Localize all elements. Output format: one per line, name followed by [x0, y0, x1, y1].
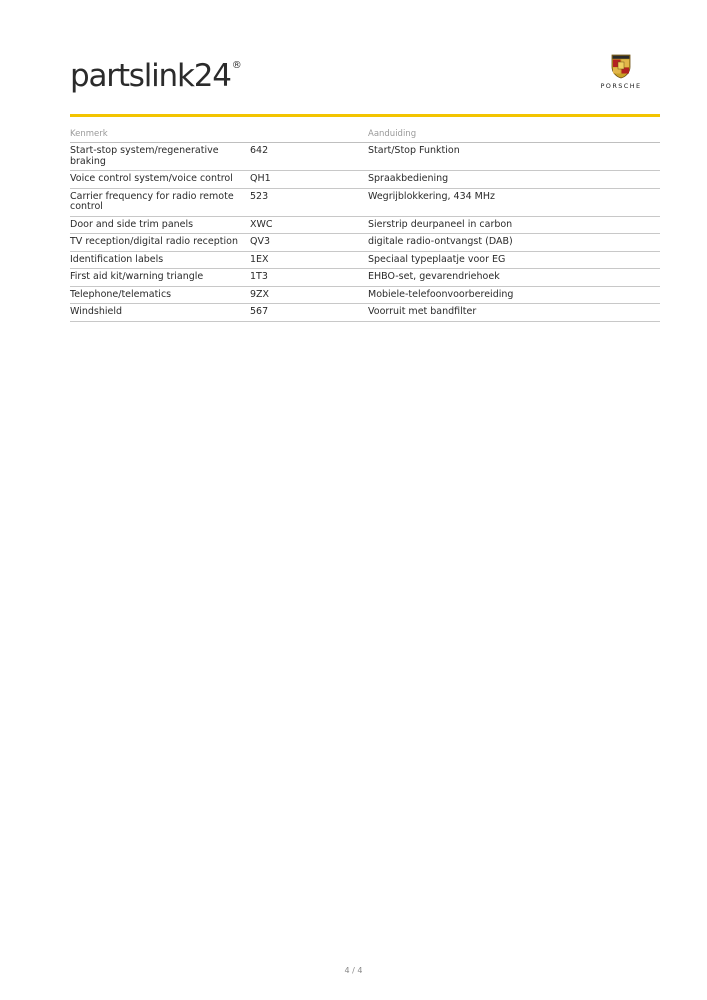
cell-designation: Start/Stop Funktion	[368, 143, 660, 171]
cell-designation: Speciaal typeplaatje voor EG	[368, 251, 660, 269]
table-row	[70, 171, 660, 189]
table-row	[70, 304, 660, 322]
cell-feature: Door and side trim panels	[70, 216, 250, 234]
logo-text: partslink24	[70, 58, 231, 94]
brand-name: PORSCHE	[600, 82, 642, 90]
cell-feature: First aid kit/warning triangle	[70, 269, 250, 287]
table-row	[70, 269, 660, 287]
table-row	[70, 143, 660, 171]
porsche-crest-icon	[610, 53, 632, 79]
cell-feature: Telephone/telematics	[70, 286, 250, 304]
accent-divider	[70, 114, 660, 117]
cell-designation: EHBO-set, gevarendriehoek	[368, 269, 660, 287]
cell-code: QV3	[250, 234, 368, 252]
cell-feature: Identification labels	[70, 251, 250, 269]
cell-code: 1T3	[250, 269, 368, 287]
cell-feature: Carrier frequency for radio remote control	[70, 188, 250, 216]
equipment-table	[70, 128, 660, 322]
table-row	[70, 286, 660, 304]
cell-code: XWC	[250, 216, 368, 234]
cell-designation: Spraakbediening	[368, 171, 660, 189]
registered-mark: ®	[231, 60, 242, 71]
partslink24-logo	[70, 56, 242, 102]
cell-designation: Mobiele-telefoonvoorbereiding	[368, 286, 660, 304]
cell-code: 9ZX	[250, 286, 368, 304]
cell-designation: Wegrijblokkering, 434 MHz	[368, 188, 660, 216]
page-header	[70, 50, 660, 110]
column-header-code	[250, 128, 368, 143]
cell-feature: Start-stop system/regenerative braking	[70, 143, 250, 171]
cell-designation: Voorruit met bandfilter	[368, 304, 660, 322]
cell-feature: Windshield	[70, 304, 250, 322]
cell-code: 523	[250, 188, 368, 216]
column-header-feature: Kenmerk	[70, 128, 250, 143]
column-header-designation: Aanduiding	[368, 128, 660, 143]
cell-designation: digitale radio-ontvangst (DAB)	[368, 234, 660, 252]
table-row	[70, 234, 660, 252]
page-indicator: 4 / 4	[344, 966, 363, 975]
cell-code: 567	[250, 304, 368, 322]
cell-code: 642	[250, 143, 368, 171]
cell-feature: TV reception/digital radio reception	[70, 234, 250, 252]
cell-designation: Sierstrip deurpaneel in carbon	[368, 216, 660, 234]
cell-code: QH1	[250, 171, 368, 189]
cell-code: 1EX	[250, 251, 368, 269]
table-row	[70, 188, 660, 216]
table-header-row	[70, 128, 660, 143]
porsche-brand	[586, 53, 656, 90]
table-row	[70, 251, 660, 269]
table-row	[70, 216, 660, 234]
cell-feature: Voice control system/voice control	[70, 171, 250, 189]
